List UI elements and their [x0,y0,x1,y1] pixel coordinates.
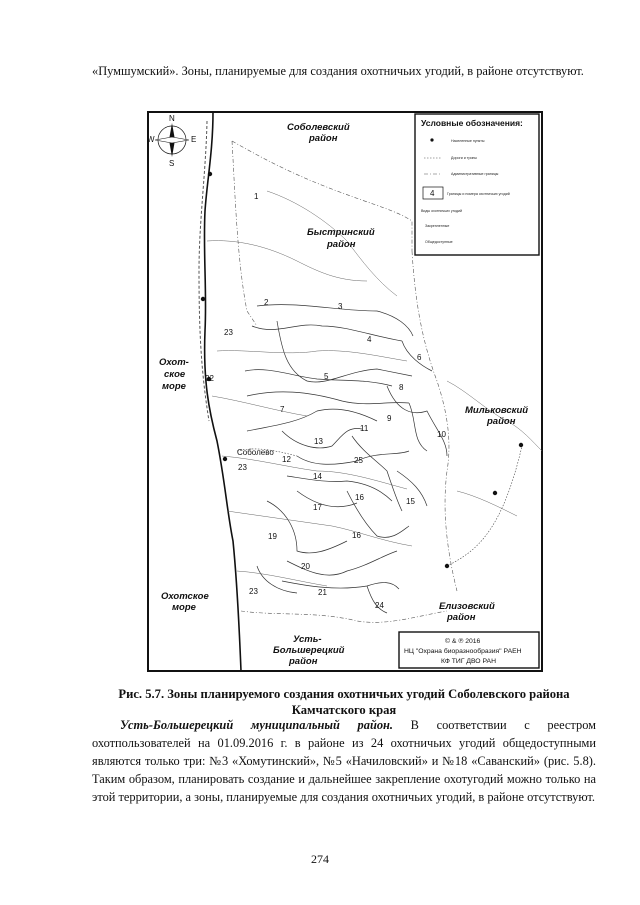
map-svg [147,111,543,672]
copyright-line-3: КФ ТИГ ДВО РАН [441,658,496,665]
zone-number: 23 [238,463,247,472]
paragraph-intro: «Пумшумский». Зоны, планируемые для создания охотничьих угодий, в районе отсутствуют. [92,64,584,78]
zone-number: 6 [417,353,422,362]
zone-number: 24 [375,601,384,610]
legend-types-title: Виды охотничьих угодий [421,209,462,213]
compass-s: S [169,159,175,168]
label-bystrinsky-2: район [327,239,356,250]
paragraph-runin-heading: Усть-Большерецкий муниципальный район. [120,718,394,732]
zone-number: 23 [249,587,258,596]
zone-number: 11 [360,424,369,433]
zone-number: 1 [254,192,259,201]
legend [415,114,539,255]
label-elizovsky-1: Елизовский [439,601,495,612]
zone-number: 12 [282,455,291,464]
legend-item-1: Населенные пункты [451,139,485,143]
zone-number: 16 [355,493,364,502]
legend-zone-label: Границы и номера охотничьих угодий [447,192,510,196]
copyright-box [399,632,539,668]
zone-number: 5 [324,372,329,381]
figure-caption: Рис. 5.7. Зоны планируемого создания охотничьих угодий Соболевского района Камчатского края [118,687,570,717]
label-milkovsky-1: Мильковский [465,405,529,416]
zone-number: 10 [437,430,446,439]
compass-w: W [147,135,155,144]
zone-number: 14 [313,472,322,481]
zone-number: 22 [205,374,214,383]
zone-number: 9 [387,414,392,423]
page-number: 274 [311,852,329,866]
zone-number: 13 [314,437,323,446]
compass-e: E [191,135,197,144]
label-milkovsky-2: район [487,416,516,427]
label-ust-1: Усть- [293,634,322,645]
copyright-line-2: НЦ "Охрана биоразнообразия" РАЕН [404,648,522,655]
label-settlement: Соболево [237,448,274,457]
label-okhot-3: море [162,381,186,392]
zone-number: 23 [224,328,233,337]
paragraph-body: В соответствии с реестром охотпользователей на 01.09.2016 г. в районе из 24 охотничьих угодий общедоступными являются только три: №3 «Хомутинский», №5 «Начиловский» и №18 «Саванский» (рис. 5.8). Таким образом, планировать создание и дальнейшее закрепление охотугодий можно только на этой территории, а зоны, планируемые для создания охотничьих угодий, в районе отсутствуют. [92,718,596,804]
legend-settlement-icon [430,138,433,141]
label-okhot-1: Охот- [159,357,189,368]
zone-number: 2 [264,298,269,307]
zone-number: 20 [301,562,310,571]
zone-number: 15 [406,497,415,506]
zone-number: 19 [268,532,277,541]
label-okhot2-2: море [172,602,196,613]
zone-number: 25 [354,456,363,465]
zone-number: 17 [313,503,322,512]
label-sobolevsky-1: Соболевский [287,122,350,133]
label-bystrinsky-1: Быстринский [307,227,375,238]
paragraph-ust-bolsheretsky [92,716,596,806]
label-ust-2: Большерецкий [273,645,345,656]
zone-number: 16 [352,531,361,540]
zone-number: 21 [318,588,327,597]
zone-number: 7 [280,405,285,414]
label-sobolevsky-2: район [309,133,338,144]
legend-type-1: Закрепленные [425,224,450,228]
legend-title: Условные обозначения: [421,118,523,128]
legend-item-2: Дороги и тропы [451,156,477,160]
zone-number: 8 [399,383,404,392]
compass-n: N [169,114,175,123]
label-ust-3: район [289,656,318,667]
legend-type-2: Общедоступные [425,240,453,244]
map-figure [147,111,543,672]
label-elizovsky-2: район [447,612,476,623]
zone-number: 3 [338,302,343,311]
label-okhot-2: ское [164,369,186,380]
legend-zone-number: 4 [430,189,435,198]
copyright-line-1: © & ℗ 2016 [445,638,481,645]
label-okhot2-1: Охотское [161,591,209,602]
legend-item-3: Административные границы [451,172,499,176]
zone-number: 4 [367,335,372,344]
